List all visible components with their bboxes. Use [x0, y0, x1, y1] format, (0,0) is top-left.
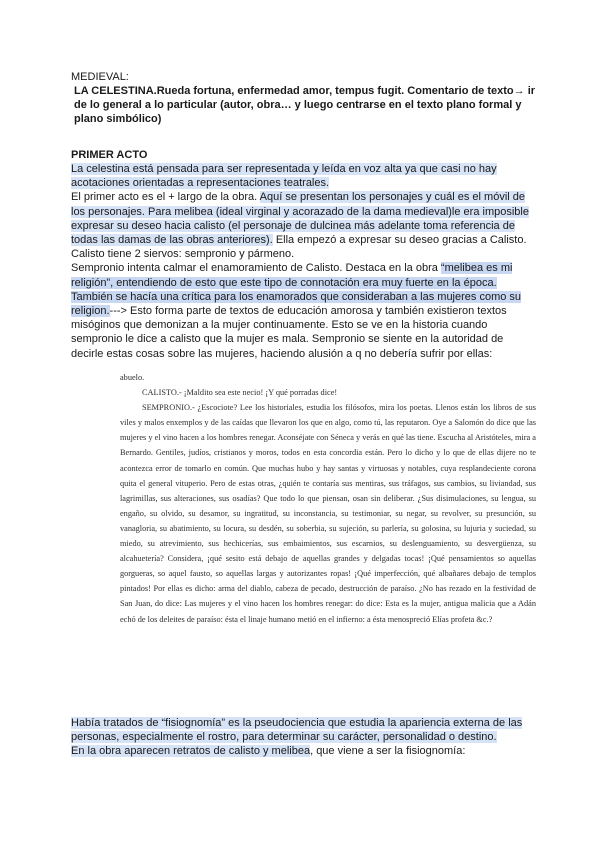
highlight-physiognomy: Había tratados de “fisiognomía” es la pseudociencia que estudia la apariencia externa de las personas, especialmente el rostro, para determinar su carácter, personalidad o destino. — [71, 717, 523, 744]
quoted-excerpt — [120, 370, 536, 627]
quote-calisto: CALISTO.- ¡Maldito sea este necio! ¡Y qué porradas dice! — [142, 388, 338, 398]
quote-sempronio: SEMPRONIO.- ¿Escociote? Lee los historiales, estudia los filósofos, mira los poetas. Llenos están los libros de sus viles y malos enxemplos y de las caídas que llevaron los que en algo, como tú, las reputaron. Oye a Salomón do dice que las mujeres y el vino hacen a los hombres renegar. Aconséjate con Séneca y verás en qué las tiene. Escucha al Aristóteles, mira a Bernardo. Gentiles, judíos, cristianos y moros, todos en esta concordia están. Pero lo dicho y lo que de ellas dijere no te acontezca error de tomarlo en común. Que muchas hubo y hay santas y virtuosas y notables, cuya resplandeciente corona quita el general vituperio. Pero de estas otras, ¿quién te contaría sus mentiras, sus tráfagos, sus cambios, su liviandad, sus lagrimillas, sus alteraciones, sus osadías? Que todo lo que piensan, osan sin deliberar. ¿Sus disimulaciones, su lengua, su engaño, su olvido, su desamor, su ingratitud, su inconstancia, su testimoniar, su negar, su revolver, su presunción, su vanagloria, su abatimiento, su locura, su desdén, su soberbia, su sujeción, su parlería, su golosina, su lujuria y suciedad, su miedo, su atrevimiento, sus hechicerías, sus embaimientos, sus escarnios, su deslenguamiento, su desvergüenza, su alcahuetería? Considera, ¡qué sesito está debajo de aquellas grandes y delgadas tocas! ¡Qué pensamientos so aquellas gorgueras, so aquel fausto, so aquellas largas y autorizantes ropas! ¡Qué imperfección, qué albañares debajo de templos pintados! Por ellas es dicho: arma del diablo, cabeza de pecado, destrucción de paraíso. ¿No has rezado en la festividad de San Juan, do dice: Las mujeres y el vino hacen los hombres renegar: do dice: Esta es la mujer, antigua malicia que a Adán echó de los deleites de paraíso: ésta el linaje humano metió en el infierno: a ésta menospreció Elías profeta &c.? — [120, 403, 536, 624]
paragraph-physiognomy — [71, 716, 536, 744]
section-title: PRIMER ACTO — [71, 149, 148, 161]
text-sempronio: Sempronio intenta calmar el enamoramiento de Calisto. Destaca en la obra — [71, 262, 441, 275]
text-portraits: , que viene a ser la fisiognomía: — [310, 745, 466, 758]
quote-abuelo: abuelo. — [120, 373, 145, 382]
paragraph-portraits — [71, 744, 536, 758]
highlight-portraits: En la obra aparecen retratos de calisto y melibea — [71, 745, 311, 758]
paragraph-intro — [71, 162, 536, 190]
highlight-religion: “melibea es mi religión”, entendiendo de esto que este tipo de connotación era muy fuerte en la época. También se hacía una crítica para los enamorados que consideraban a las mujeres como su religion. — [71, 262, 522, 318]
document-body — [71, 70, 536, 361]
paragraph-sempronio — [71, 261, 536, 360]
highlight-characters: Aquí se presentan los personajes y cuál es el móvil de los personajes. Para melibea (ideal virginal y acorazado de la dama medieval)le era imposible expresar su deseo hacia calisto (el personaje de dulcinea más adelante toma referencia de todas las damas de las obras anteriores). — [71, 191, 529, 247]
period-label: MEDIEVAL: — [71, 71, 129, 83]
text-desire: Ella empezó a expresar su deseo gracias a Calisto. Calisto tiene 2 siervos: sempronio y pármeno. — [71, 234, 527, 261]
text-misogyny: ---> Esto forma parte de textos de educación amorosa y también existieron textos misóginos que demonizan a la mujer continuamente. Esto se ve en la historia cuando sempronio le dice a calisto que la mujer es mala. Sempronio se siente en la autoridad de decirle estas cosas sobre las mujeres, haciendo alusión a q no debería sufrir por ellas: — [71, 305, 507, 360]
document-subtitle: LA CELESTINA.Rueda fortuna, enfermedad amor, tempus fugit. Comentario de texto→ ir de lo general a lo particular (autor, obra… y luego centrarse en el texto plano formal y plano simbólico) — [74, 85, 536, 125]
text-first-act: El primer acto es el + largo de la obra. — [71, 191, 260, 204]
highlight-intro: La celestina está pensada para ser representada y leída en voz alta ya que casi no hay acotaciones orientadas a representaciones teatrales. — [71, 163, 497, 190]
document-continuation — [71, 716, 536, 759]
paragraph-first-act — [71, 190, 536, 261]
